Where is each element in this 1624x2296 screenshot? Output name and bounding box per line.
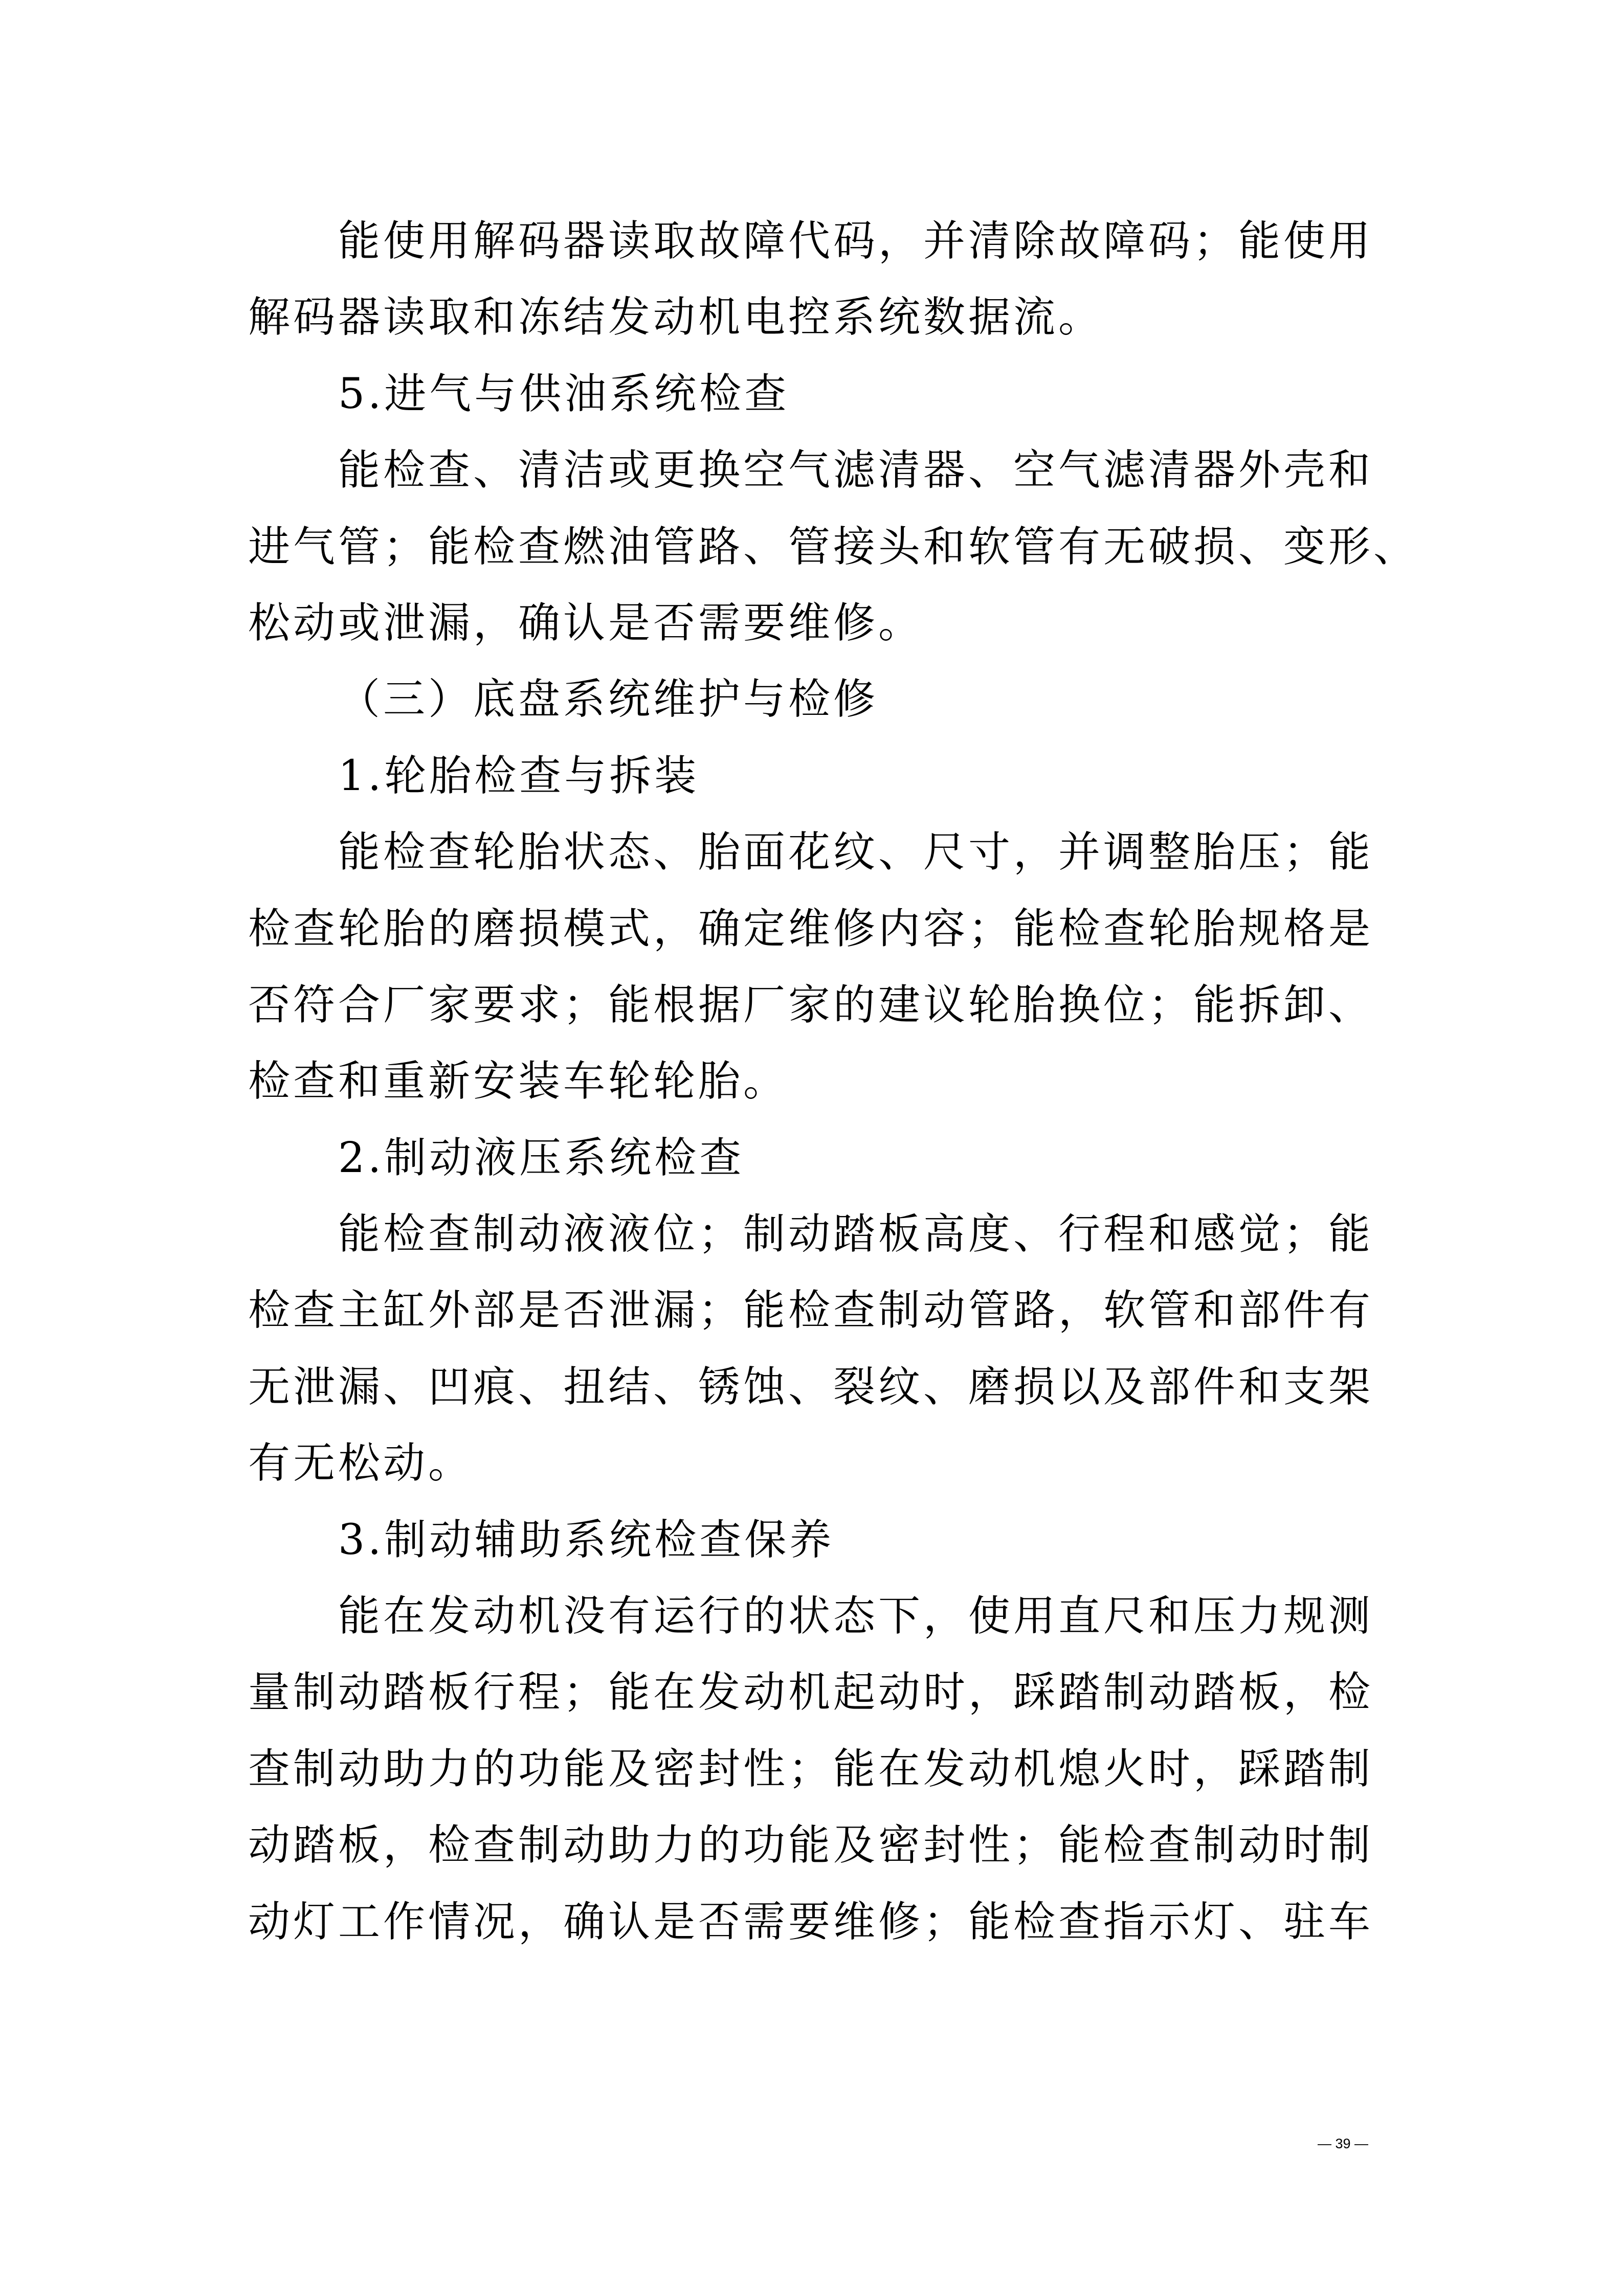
paragraph-line: 动灯工作情况，确认是否需要维修；能检查指示灯、驻车 [248,1897,1374,1946]
section-heading: （三）底盘系统维护与检修 [338,675,879,724]
paragraph-line: 量制动踏板行程；能在发动机起动时，踩踏制动踏板，检 [248,1668,1374,1717]
paragraph-line: 能检查轮胎状态、胎面花纹、尺寸，并调整胎压；能 [338,828,1374,877]
paragraph-line: 有无松动。 [248,1439,474,1488]
paragraph-line: 能在发动机没有运行的状态下，使用直尺和压力规测 [338,1592,1374,1641]
paragraph-line: 检查轮胎的磨损模式，确定维修内容；能检查轮胎规格是 [248,904,1374,953]
subsection-heading: 1.轮胎检查与拆装 [338,751,700,800]
paragraph-line: 否符合厂家要求；能根据厂家的建议轮胎换位；能拆卸、 [248,980,1374,1029]
paragraph-line: 进气管；能检查燃油管路、管接头和软管有无破损、变形、 [248,522,1419,571]
subsection-heading: 2.制动液压系统检查 [338,1133,745,1182]
paragraph-line: 能使用解码器读取故障代码，并清除故障码；能使用 [338,217,1374,265]
body-text [248,203,1419,1960]
page-number: — 39 — [1318,2136,1369,2151]
paragraph-line: 检查主缸外部是否泄漏；能检查制动管路，软管和部件有 [248,1286,1374,1335]
paragraph-line: 动踏板，检查制动助力的功能及密封性；能检查制动时制 [248,1821,1374,1870]
paragraph-line: 能检查制动液液位；制动踏板高度、行程和感觉；能 [338,1210,1374,1259]
paragraph-line: 解码器读取和冻结发动机电控系统数据流。 [248,293,1104,342]
paragraph-line: 能检查、清洁或更换空气滤清器、空气滤清器外壳和 [338,446,1374,495]
subsection-heading: 5.进气与供油系统检查 [338,369,790,418]
paragraph-line: 检查和重新安装车轮轮胎。 [248,1057,789,1106]
paragraph-line: 查制动助力的功能及密封性；能在发动机熄火时，踩踏制 [248,1744,1374,1793]
paragraph-line: 无泄漏、凹痕、扭结、锈蚀、裂纹、磨损以及部件和支架 [248,1362,1374,1411]
subsection-heading: 3.制动辅助系统检查保养 [338,1515,835,1564]
paragraph-line: 松动或泄漏，确认是否需要维修。 [248,598,924,647]
